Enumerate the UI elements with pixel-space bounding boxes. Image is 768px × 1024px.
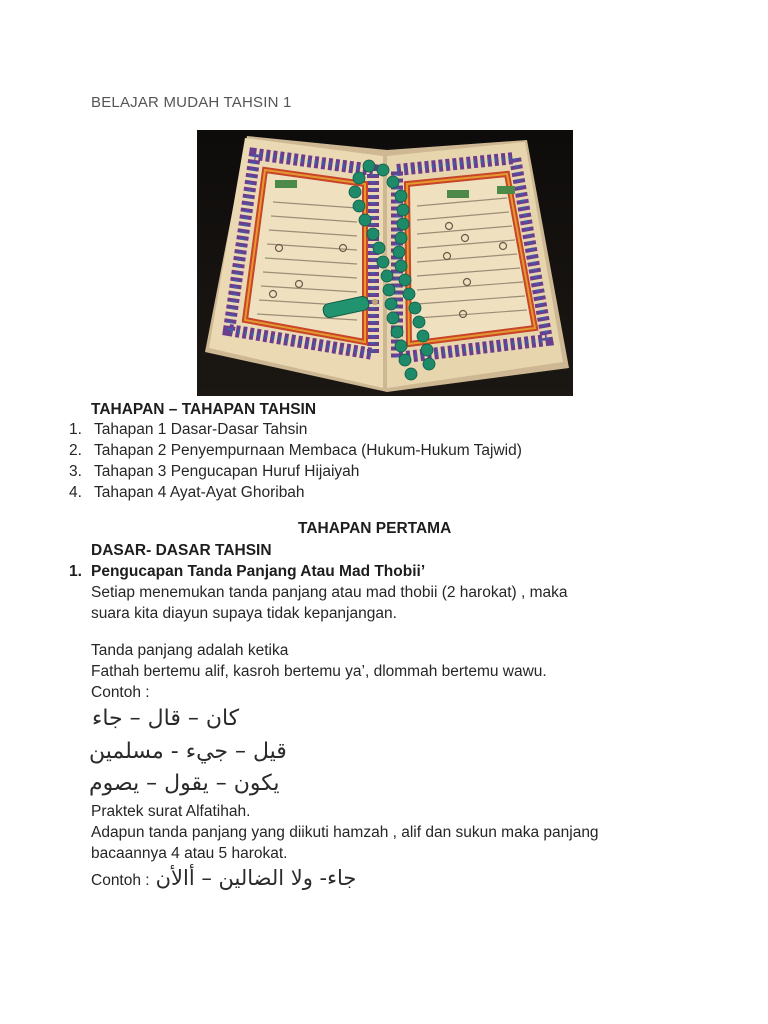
stage-text: Tahapan 3 Pengucapan Huruf Hijaiyah — [94, 463, 360, 480]
first-stage-subheading: DASAR- DASAR TAHSIN — [91, 542, 272, 559]
example-arabic: جاء- ولا الضالين – أالأن — [155, 866, 357, 890]
paragraph-line: Praktek surat Alfatihah. — [91, 803, 251, 820]
example-label: Contoh : — [91, 872, 150, 889]
quran-photo — [197, 130, 573, 396]
paragraph-line: Contoh : — [91, 684, 150, 701]
stage-item — [69, 419, 522, 440]
stage-number: 2. — [69, 442, 82, 459]
first-stage-heading: TAHAPAN PERTAMA — [298, 520, 452, 537]
point-number: 1. — [69, 563, 82, 580]
point-heading — [69, 563, 425, 581]
arabic-example-3: يكون – يقول – يصوم — [89, 771, 280, 796]
stage-text: Tahapan 2 Penyempurnaan Membaca (Hukum-Hukum Tajwid) — [94, 442, 522, 459]
arabic-example-2: قيل – جيء - مسلمين — [89, 739, 287, 764]
paragraph-line: Fathah bertemu alif, kasroh bertemu ya’, dlommah bertemu wawu. — [91, 663, 547, 680]
stages-list — [69, 419, 522, 503]
stage-item — [69, 482, 522, 503]
stage-number: 3. — [69, 463, 82, 480]
paragraph-mad-thobii — [91, 582, 568, 624]
page-title: BELAJAR MUDAH TAHSIN 1 — [91, 94, 292, 111]
paragraph-line: Adapun tanda panjang yang diikuti hamzah , alif dan sukun maka panjang — [91, 824, 599, 841]
arabic-example-1: كان – قال – جاء — [92, 706, 240, 731]
paragraph-line: Setiap menemukan tanda panjang atau mad thobii (2 harokat) , maka — [91, 584, 568, 601]
final-example — [91, 866, 356, 890]
quran-illustration — [197, 130, 573, 396]
point-title: Pengucapan Tanda Panjang Atau Mad Thobii’ — [91, 563, 426, 580]
stage-item — [69, 461, 522, 482]
paragraph-line: suara kita diayun supaya tidak kepanjangan. — [91, 605, 397, 622]
stages-heading: TAHAPAN – TAHAPAN TAHSIN — [91, 401, 317, 418]
paragraph-line: Tanda panjang adalah ketika — [91, 642, 289, 659]
stage-number: 1. — [69, 421, 82, 438]
stage-text: Tahapan 4 Ayat-Ayat Ghoribah — [94, 484, 305, 501]
paragraph-hamzah — [91, 801, 599, 864]
stage-item — [69, 440, 522, 461]
paragraph-line: bacaannya 4 atau 5 harokat. — [91, 845, 288, 862]
stage-number: 4. — [69, 484, 82, 501]
stage-text: Tahapan 1 Dasar-Dasar Tahsin — [94, 421, 308, 438]
paragraph-tanda-panjang — [91, 640, 547, 703]
